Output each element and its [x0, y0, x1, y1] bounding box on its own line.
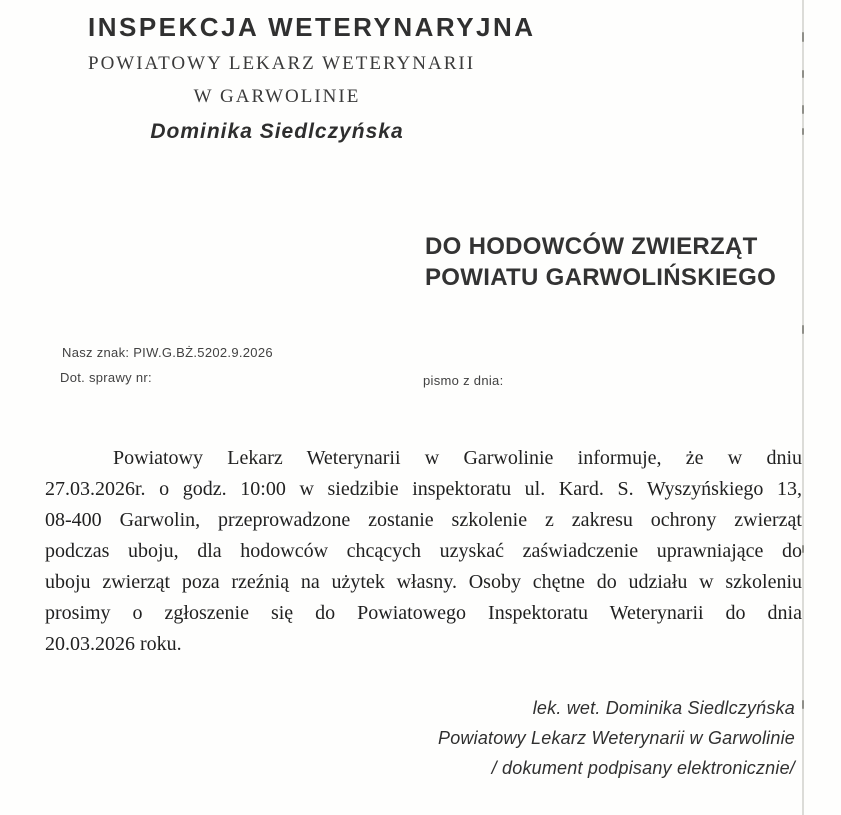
- recipient-line-1: DO HODOWCÓW ZWIERZĄT: [425, 233, 758, 260]
- body-line: 08-400 Garwolin, przeprowadzone zostanie szkolenie z zakresu ochrony zwierząt: [45, 509, 802, 531]
- scan-edge-dash: [802, 700, 804, 709]
- letter-body: [45, 443, 802, 660]
- scan-edge-artifact: [802, 0, 804, 815]
- recipient-line-2: POWIATU GARWOLIŃSKIEGO: [425, 264, 777, 291]
- letterhead: [88, 10, 536, 145]
- body-line: uboju zwierząt poza rzeźnią na użytek własny. Osoby chętne do udziału w szkoleniu: [45, 571, 802, 593]
- reference-number: Nasz znak: PIW.G.BŻ.5202.9.2026: [62, 345, 273, 360]
- scan-edge-dash: [802, 105, 804, 114]
- letterhead-institution: INSPEKCJA WETERYNARYJNA: [88, 12, 536, 42]
- letterhead-office: POWIATOWY LEKARZ WETERYNARII: [88, 53, 476, 74]
- scan-edge-dash: [802, 70, 804, 78]
- body-line: podczas uboju, dla hodowców chcących uzyskać zaświadczenie uprawniające do: [45, 540, 802, 562]
- signature-title: Powiatowy Lekarz Weterynarii w Garwolinie: [438, 728, 795, 748]
- signature-name: lek. wet. Dominika Siedlczyńska: [532, 698, 795, 718]
- case-number-label: Dot. sprawy nr:: [60, 370, 152, 385]
- body-line: 20.03.2026 roku.: [45, 633, 182, 655]
- letterhead-officer-name: Dominika Siedlczyńska: [150, 120, 404, 143]
- body-line: prosimy o zgłoszenie się do Powiatowego Inspektoratu Weterynarii do dnia: [45, 602, 802, 624]
- letterhead-location: W GARWOLINIE: [193, 86, 361, 107]
- signature-electronic-note: / dokument podpisany elektronicznie/: [491, 758, 795, 778]
- letter-date-label: pismo z dnia:: [423, 373, 504, 388]
- body-line: 27.03.2026r. o godz. 10:00 w siedzibie inspektoratu ul. Kard. S. Wyszyńskiego 13,: [45, 478, 802, 500]
- scan-edge-dash: [802, 545, 804, 553]
- signature-block: [375, 693, 795, 783]
- scan-edge-dash: [802, 32, 804, 42]
- body-line: Powiatowy Lekarz Weterynarii w Garwolinie informuje, że w dniu: [113, 447, 802, 469]
- recipient-heading: [425, 231, 776, 293]
- scan-edge-dash: [802, 128, 804, 135]
- scan-edge-dash: [802, 325, 804, 334]
